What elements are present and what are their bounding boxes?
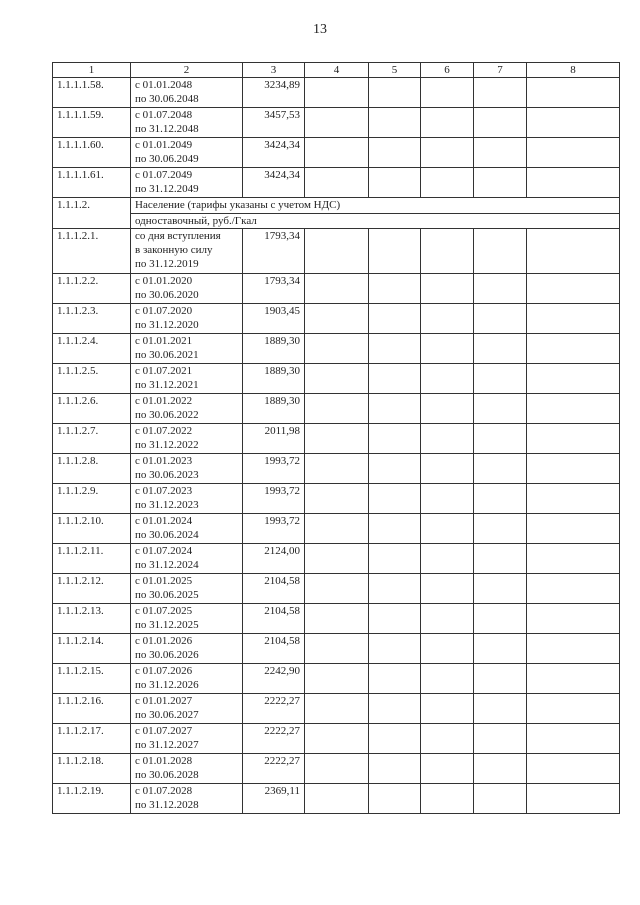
empty-cell [305,604,369,634]
period-cell [131,484,243,514]
empty-cell [474,634,527,664]
period-line: с 01.01.2026 [135,635,193,647]
empty-cell [369,544,421,574]
empty-cell [474,304,527,334]
empty-cell [474,394,527,424]
empty-cell [474,138,527,168]
period-cell [131,108,243,138]
period-line: с 01.01.2025 [135,575,193,587]
empty-cell [305,304,369,334]
empty-cell [527,544,620,574]
period-cell [131,694,243,724]
empty-cell [527,634,620,664]
row-number: 1.1.1.2.7. [53,424,131,454]
column-header: 5 [369,63,421,78]
empty-cell [305,229,369,274]
period-line: с 01.07.2021 [135,365,193,377]
table-row [53,108,620,138]
empty-cell [305,78,369,108]
row-number: 1.1.1.2.18. [53,754,131,784]
period-line: с 01.07.2024 [135,545,193,557]
table-row [53,334,620,364]
period-cell [131,724,243,754]
empty-cell [369,484,421,514]
row-number: 1.1.1.2.15. [53,664,131,694]
table-row [53,514,620,544]
row-number: 1.1.1.2.1. [53,229,131,274]
empty-cell [527,274,620,304]
empty-cell [369,334,421,364]
empty-cell [421,754,474,784]
empty-cell [305,724,369,754]
tariff-value: 1793,34 [243,274,305,304]
period-line: с 01.07.2027 [135,725,193,737]
empty-cell [421,138,474,168]
empty-cell [421,304,474,334]
table-row [53,394,620,424]
tariff-value: 3457,53 [243,108,305,138]
empty-cell [527,168,620,198]
period-cell [131,274,243,304]
period-line: с 01.01.2024 [135,515,193,527]
tariff-value: 2222,27 [243,724,305,754]
empty-cell [474,334,527,364]
empty-cell [421,514,474,544]
period-cell [131,544,243,574]
empty-cell [369,229,421,274]
tariff-value: 1889,30 [243,364,305,394]
empty-cell [527,754,620,784]
empty-cell [421,334,474,364]
empty-cell [369,574,421,604]
empty-cell [305,424,369,454]
empty-cell [305,334,369,364]
period-cell [131,664,243,694]
period-line: по 30.06.2022 [135,409,199,421]
empty-cell [369,724,421,754]
row-number: 1.1.1.2.6. [53,394,131,424]
period-line: по 30.06.2048 [135,93,199,105]
empty-cell [369,138,421,168]
empty-cell [527,574,620,604]
period-line: с 01.07.2048 [135,109,193,121]
row-number: 1.1.1.2.5. [53,364,131,394]
empty-cell [474,664,527,694]
period-cell [131,604,243,634]
column-header: 1 [53,63,131,78]
table-row [53,544,620,574]
row-number: 1.1.1.2.8. [53,454,131,484]
table-row [53,634,620,664]
empty-cell [305,394,369,424]
empty-cell [305,514,369,544]
empty-cell [527,304,620,334]
empty-cell [421,574,474,604]
period-cell [131,138,243,168]
table-row [53,454,620,484]
column-header: 8 [527,63,620,78]
table-row [53,694,620,724]
tariff-value: 2222,27 [243,694,305,724]
group-subtitle: одноставочный, руб./Гкал [131,214,620,229]
tariff-value: 2011,98 [243,424,305,454]
empty-cell [369,664,421,694]
tariff-value: 1993,72 [243,454,305,484]
group-number: 1.1.1.2. [53,198,131,229]
empty-cell [527,694,620,724]
empty-cell [305,754,369,784]
period-cell [131,424,243,454]
column-header: 3 [243,63,305,78]
period-cell [131,394,243,424]
period-line: по 30.06.2025 [135,589,199,601]
empty-cell [474,78,527,108]
empty-cell [369,454,421,484]
empty-cell [421,168,474,198]
tariff-value: 2104,58 [243,574,305,604]
empty-cell [421,724,474,754]
header-row [53,63,620,78]
empty-cell [527,78,620,108]
period-line: по 30.06.2026 [135,649,199,661]
table-row [53,168,620,198]
period-line: с 01.07.2023 [135,485,193,497]
period-cell [131,754,243,784]
row-number: 1.1.1.2.4. [53,334,131,364]
table-row [53,424,620,454]
period-cell [131,514,243,544]
empty-cell [421,364,474,394]
period-line: по 31.12.2027 [135,739,199,751]
empty-cell [474,754,527,784]
empty-cell [527,484,620,514]
row-number: 1.1.1.2.17. [53,724,131,754]
empty-cell [369,394,421,424]
period-cell [131,784,243,814]
period-line: с 01.01.2021 [135,335,193,347]
period-line: по 31.12.2019 [135,258,199,270]
empty-cell [474,229,527,274]
period-line: по 30.06.2049 [135,153,199,165]
empty-cell [369,424,421,454]
empty-cell [527,364,620,394]
empty-cell [474,544,527,574]
empty-cell [369,364,421,394]
empty-cell [527,229,620,274]
period-line: с 01.01.2049 [135,139,193,151]
table-row [53,784,620,814]
tariff-value: 2124,00 [243,544,305,574]
row-number: 1.1.1.2.13. [53,604,131,634]
period-line: по 31.12.2020 [135,319,199,331]
empty-cell [369,274,421,304]
tariff-value: 2242,90 [243,664,305,694]
period-line: с 01.01.2020 [135,275,193,287]
empty-cell [474,274,527,304]
empty-cell [421,694,474,724]
empty-cell [474,484,527,514]
period-line: по 31.12.2025 [135,619,199,631]
table-row [53,78,620,108]
row-number: 1.1.1.2.9. [53,484,131,514]
empty-cell [474,694,527,724]
empty-cell [369,108,421,138]
empty-cell [421,394,474,424]
empty-cell [474,514,527,544]
period-line: по 30.06.2021 [135,349,199,361]
empty-cell [369,168,421,198]
row-number: 1.1.1.1.60. [53,138,131,168]
period-cell [131,334,243,364]
tariff-value: 1903,45 [243,304,305,334]
empty-cell [305,784,369,814]
period-line: с 01.01.2027 [135,695,193,707]
empty-cell [527,604,620,634]
period-line: с 01.01.2028 [135,755,193,767]
tariff-value: 3424,34 [243,138,305,168]
table-row [53,664,620,694]
row-number: 1.1.1.2.12. [53,574,131,604]
empty-cell [474,108,527,138]
column-header: 6 [421,63,474,78]
period-line: по 31.12.2021 [135,379,199,391]
empty-cell [527,138,620,168]
empty-cell [305,274,369,304]
empty-cell [474,424,527,454]
row-number: 1.1.1.2.10. [53,514,131,544]
row-number: 1.1.1.2.14. [53,634,131,664]
period-line: со дня вступления [135,230,221,242]
empty-cell [305,634,369,664]
empty-cell [305,664,369,694]
empty-cell [527,724,620,754]
empty-cell [421,78,474,108]
table-row [53,364,620,394]
empty-cell [527,334,620,364]
empty-cell [421,229,474,274]
empty-cell [474,364,527,394]
empty-cell [474,454,527,484]
group-title: Население (тарифы указаны с учетом НДС) [131,198,620,214]
tariff-value: 2104,58 [243,634,305,664]
tariff-value: 2369,11 [243,784,305,814]
period-line: в законную силу [135,244,213,256]
period-cell [131,364,243,394]
empty-cell [421,634,474,664]
row-number: 1.1.1.1.59. [53,108,131,138]
row-number: 1.1.1.2.2. [53,274,131,304]
period-line: по 31.12.2028 [135,799,199,811]
table-row [53,724,620,754]
table-row [53,754,620,784]
tariff-value: 2222,27 [243,754,305,784]
row-number: 1.1.1.2.16. [53,694,131,724]
tariff-table [52,62,620,814]
table-row [53,138,620,168]
period-cell [131,78,243,108]
empty-cell [305,574,369,604]
period-line: по 31.12.2049 [135,183,199,195]
empty-cell [474,604,527,634]
empty-cell [474,574,527,604]
period-line: с 01.07.2022 [135,425,193,437]
period-line: с 01.07.2028 [135,785,193,797]
tariff-value: 1993,72 [243,484,305,514]
empty-cell [421,664,474,694]
empty-cell [421,544,474,574]
empty-cell [421,274,474,304]
tariff-value: 1793,34 [243,229,305,274]
empty-cell [305,168,369,198]
row-number: 1.1.1.1.58. [53,78,131,108]
empty-cell [305,484,369,514]
group-row [53,198,620,214]
period-line: по 30.06.2023 [135,469,199,481]
period-cell [131,574,243,604]
empty-cell [474,168,527,198]
empty-cell [527,424,620,454]
empty-cell [369,304,421,334]
period-line: по 30.06.2024 [135,529,199,541]
empty-cell [421,484,474,514]
table-row [53,484,620,514]
period-cell [131,229,243,274]
row-number: 1.1.1.2.11. [53,544,131,574]
empty-cell [305,544,369,574]
empty-cell [421,108,474,138]
period-cell [131,168,243,198]
column-header: 4 [305,63,369,78]
page-number: 13 [313,22,327,37]
period-cell [131,304,243,334]
empty-cell [527,514,620,544]
period-line: с 01.07.2026 [135,665,193,677]
empty-cell [305,138,369,168]
empty-cell [527,394,620,424]
period-line: с 01.01.2022 [135,395,193,407]
table-row [53,304,620,334]
empty-cell [527,108,620,138]
empty-cell [421,604,474,634]
table-row [53,574,620,604]
period-line: по 31.12.2023 [135,499,199,511]
period-line: с 01.07.2049 [135,169,193,181]
column-header: 2 [131,63,243,78]
empty-cell [421,424,474,454]
empty-cell [369,78,421,108]
period-line: по 31.12.2026 [135,679,199,691]
period-line: с 01.01.2023 [135,455,193,467]
empty-cell [369,694,421,724]
empty-cell [369,784,421,814]
table-row [53,274,620,304]
period-line: по 31.12.2022 [135,439,199,451]
empty-cell [369,604,421,634]
period-cell [131,634,243,664]
group-subtitle-row [53,214,620,229]
empty-cell [527,454,620,484]
period-line: по 31.12.2024 [135,559,199,571]
tariff-value: 1889,30 [243,394,305,424]
period-line: с 01.07.2020 [135,305,193,317]
empty-cell [369,514,421,544]
empty-cell [421,784,474,814]
column-header: 7 [474,63,527,78]
row-number: 1.1.1.1.61. [53,168,131,198]
empty-cell [527,784,620,814]
period-line: с 01.07.2025 [135,605,193,617]
period-line: по 30.06.2020 [135,289,199,301]
table-row [53,604,620,634]
period-line: с 01.01.2048 [135,79,193,91]
period-line: по 31.12.2048 [135,123,199,135]
tariff-value: 3424,34 [243,168,305,198]
tariff-value: 3234,89 [243,78,305,108]
row-number: 1.1.1.2.3. [53,304,131,334]
tariff-value: 1889,30 [243,334,305,364]
tariff-value: 1993,72 [243,514,305,544]
empty-cell [369,634,421,664]
period-cell [131,454,243,484]
empty-cell [369,754,421,784]
empty-cell [305,364,369,394]
empty-cell [527,664,620,694]
period-line: по 30.06.2027 [135,709,199,721]
row-number: 1.1.1.2.19. [53,784,131,814]
empty-cell [305,454,369,484]
empty-cell [421,454,474,484]
empty-cell [474,784,527,814]
empty-cell [474,724,527,754]
empty-cell [305,694,369,724]
empty-cell [305,108,369,138]
period-line: по 30.06.2028 [135,769,199,781]
tariff-value: 2104,58 [243,604,305,634]
table-row [53,229,620,274]
